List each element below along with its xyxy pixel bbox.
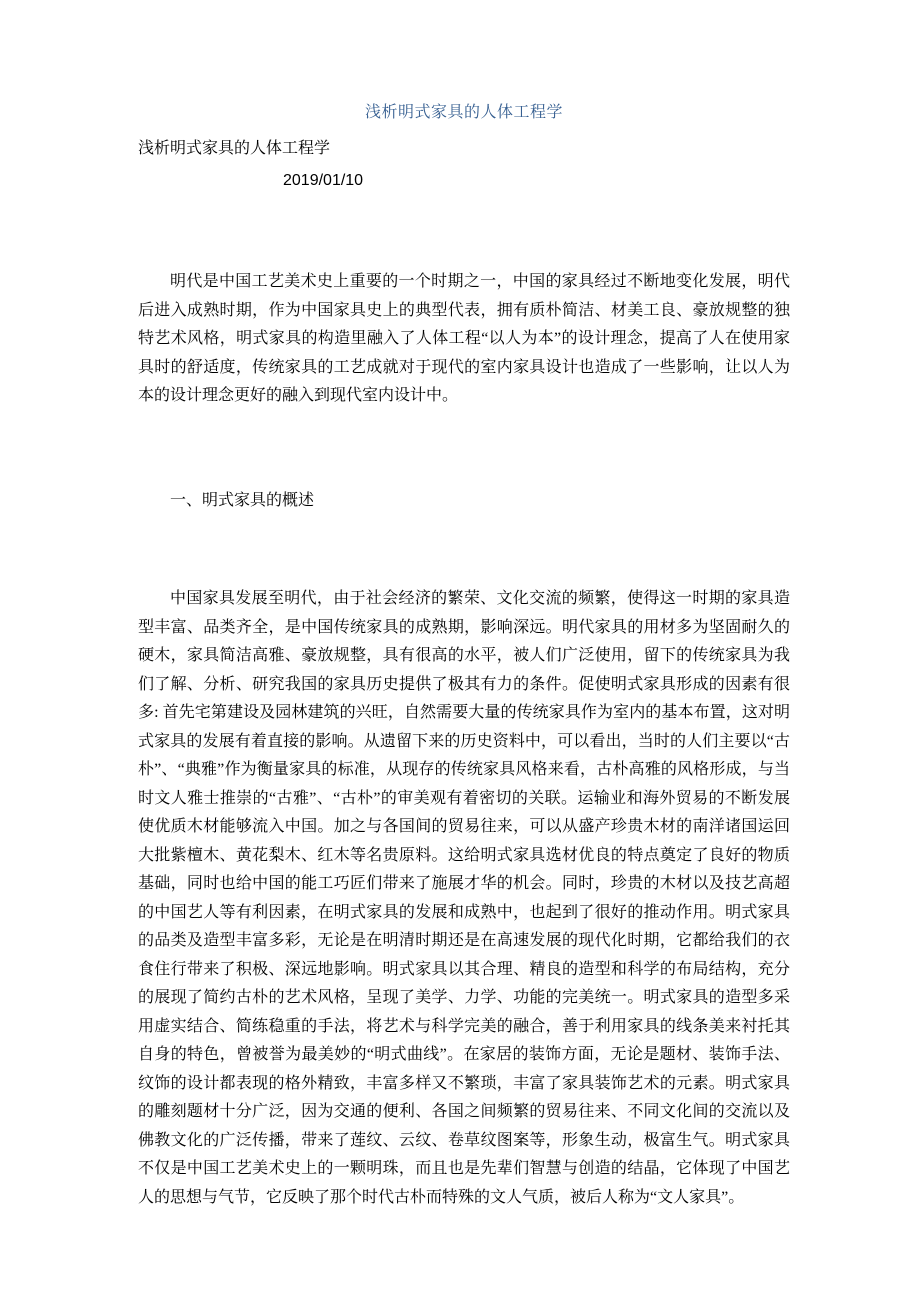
intro-paragraph: 明代是中国工艺美术史上重要的一个时期之一，中国的家具经过不断地变化发展，明代后进入成熟时期，作为中国家具史上的典型代表，拥有质朴简洁、材美工良、豪放规整的独特艺术风格，明式家具的构造里融入了人体工程“以人为本”的设计理念，提高了人在使用家具时的舒适度，传统家具的工艺成就对于现代的室内家具设计也造成了一些影响，让以人为本的设计理念更好的融入到现代室内设计中。: [138, 273, 790, 404]
section-heading: 一、明式家具的概述: [170, 491, 315, 509]
section-body-paragraph: 中国家具发展至明代，由于社会经济的繁荣、文化交流的频繁，使得这一时期的家具造型丰富、品类齐全，是中国传统家具的成熟期，影响深远。明代家具的用材多为坚固耐久的硬木，家具简洁高雅、豪放规整，具有很高的水平，被人们广泛使用，留下的传统家具为我们了解、分析、研究我国的家具历史提供了极其有力的条件。促使明式家具形成的因素有很多: 首先宅第建设及园林建筑的兴旺，自然需要大量的传统家具作为室内的基本布置，这对明式家具的发展有着直接的影响。从遗留下来的历史资料中，可以看出，当时的人们主要以“古朴”、“典雅”作为衡量家具的标准，从现存的传统家具风格来看，古朴高雅的风格形成，与当时文人雅士推崇的“古雅”、“古朴”的审美观有着密切的关联。运输业和海外贸易的不断发展使优质木材能够流入中国。加之与各国间的贸易往来，可以从盛产珍贵木材的南洋诸国运回大批紫檀木、黄花梨木、红木等名贵原料。这给明式家具选材优良的特点奠定了良好的物质基础，同时也给中国的能工巧匠们带来了施展才华的机会。同时，珍贵的木材以及技艺高超的中国艺人等有利因素，在明式家具的发展和成熟中，也起到了很好的推动作用。明式家具的品类及造型丰富多彩，无论是在明清时期还是在高速发展的现代化时期，它都给我们的衣食住行带来了积极、深远地影响。明式家具以其合理、精良的造型和科学的布局结构，充分的展现了简约古朴的艺术风格，呈现了美学、力学、功能的完美统一。明式家具的造型多采用虚实结合、简练稳重的手法，将艺术与科学完美的融合，善于利用家具的线条美来衬托其自身的特色，曾被誉为最美妙的“明式曲线”。在家居的装饰方面，无论是题材、装饰手法、纹饰的设计都表现的格外精致，丰富多样又不繁琐，丰富了家具装饰艺术的元素。明式家具的雕刻题材十分广泛，因为交通的便利、各国之间频繁的贸易往来、不同文化间的交流以及佛教文化的广泛传播，带来了莲纹、云纹、卷草纹图案等，形象生动，极富生气。明式家具不仅是中国工艺美术史上的一颗明珠，而且也是先辈们智慧与创造的结晶，它体现了中国艺人的思想与气节，它反映了那个时代古朴而特殊的文人气质，被后人称为“文人家具”。: [138, 590, 790, 1206]
document-subtitle: 浅析明式家具的人体工程学: [138, 140, 331, 157]
document-title: 浅析明式家具的人体工程学: [364, 104, 563, 121]
document-date: 2019/01/10: [283, 172, 364, 189]
